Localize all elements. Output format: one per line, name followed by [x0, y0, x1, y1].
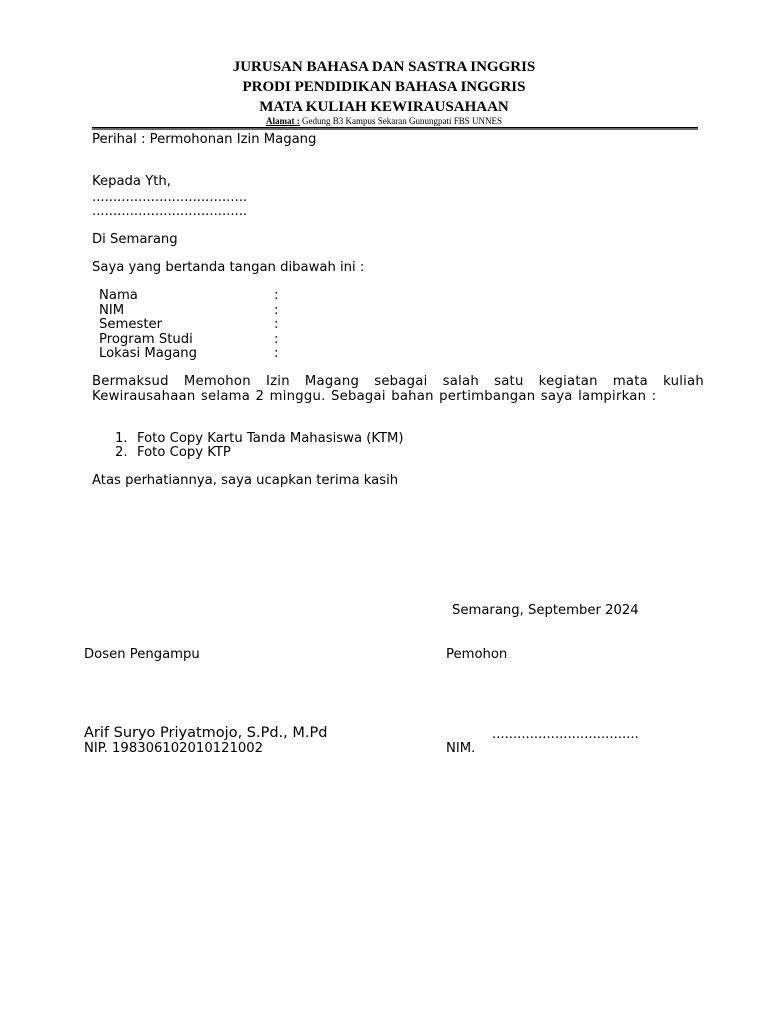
recipient-line-1: .....................................: [92, 190, 248, 205]
field-colon-nama: :: [274, 288, 279, 303]
body-paragraph: Bermaksud Memohon Izin Magang sebagai salah satu kegiatan mata kuliah Kewirausahaan selama 2 minggu. Sebagai bahan pertimbangan saya lampirkan :: [92, 374, 704, 404]
subject-line: Perihal : Permohonan Izin Magang: [92, 132, 317, 147]
signature-right-title: Pemohon: [446, 647, 508, 662]
intro-text: Saya yang bertanda tangan dibawah ini :: [92, 260, 365, 275]
field-colon-program-studi: :: [274, 332, 279, 347]
date-place: Semarang, September 2024: [452, 603, 639, 618]
field-colon-lokasi-magang: :: [274, 346, 279, 361]
signature-right-id: NIM.: [446, 741, 476, 756]
letterhead-line-1: JURUSAN BAHASA DAN SASTRA INGGRIS: [232, 59, 536, 75]
signature-left-title: Dosen Pengampu: [84, 647, 200, 662]
field-label-nama: Nama: [99, 288, 138, 303]
recipient-greeting: Kepada Yth,: [92, 174, 171, 189]
address-label: Alamat :: [266, 116, 300, 126]
field-label-program-studi: Program Studi: [99, 332, 193, 347]
signature-right-name: ...................................: [492, 727, 639, 742]
field-colon-nim: :: [274, 303, 279, 318]
field-label-nim: NIM: [99, 303, 125, 318]
recipient-city: Di Semarang: [92, 232, 178, 247]
letterhead-divider: [92, 127, 698, 130]
field-label-lokasi-magang: Lokasi Magang: [99, 346, 198, 361]
letterhead-line-3: MATA KULIAH KEWIRAUSAHAAN: [259, 99, 509, 115]
signature-left-name: Arif Suryo Priyatmojo, S.Pd., M.Pd: [84, 725, 328, 741]
field-label-semester: Semester: [99, 317, 163, 332]
letterhead-address: [0, 116, 768, 126]
attachment-number-2: 2.: [115, 445, 128, 460]
recipient-line-2: .....................................: [92, 204, 248, 219]
signature-left-id: NIP. 198306102010121002: [84, 741, 264, 756]
field-colon-semester: :: [274, 317, 279, 332]
closing-text: Atas perhatiannya, saya ucapkan terima kasih: [92, 473, 399, 488]
attachment-number-1: 1.: [115, 431, 128, 446]
attachment-item-2: Foto Copy KTP: [137, 445, 231, 460]
address-text: Gedung B3 Kampus Sekaran Gunungpati FBS UNNES: [302, 116, 502, 126]
attachment-item-1: Foto Copy Kartu Tanda Mahasiswa (KTM): [137, 431, 404, 446]
letterhead-line-2: PRODI PENDIDIKAN BAHASA INGGRIS: [242, 79, 526, 95]
